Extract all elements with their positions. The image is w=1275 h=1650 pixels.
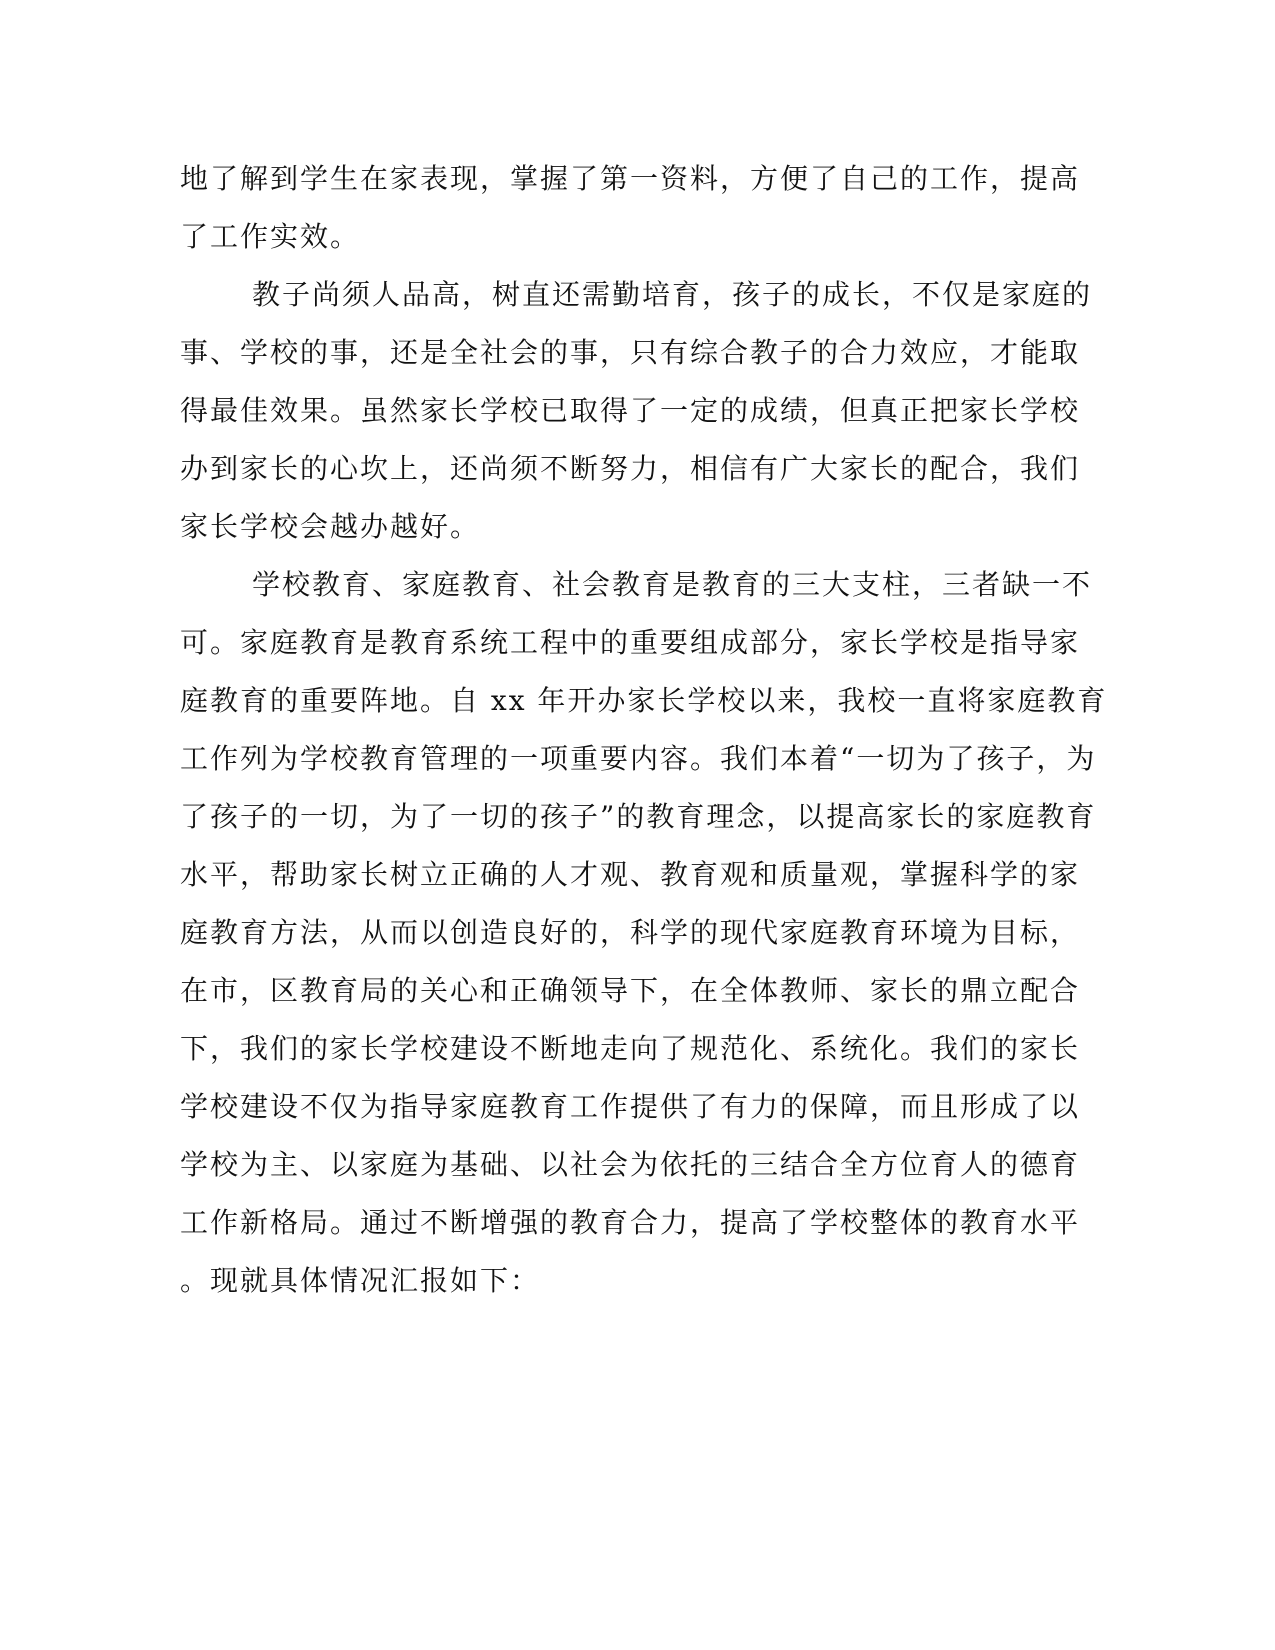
paragraph-3-line-3: 庭教育的重要阵地。自 xx 年开办家长学校以来，我校一直将家庭教育 xyxy=(180,684,1108,717)
paragraph-3-line-12: 工作新格局。通过不断增强的教育合力，提高了学校整体的教育水平 xyxy=(180,1206,1081,1239)
paragraph-1-line-2: 了工作实效。 xyxy=(180,220,361,253)
paragraph-3-line-8: 在市，区教育局的关心和正确领导下，在全体教师、家长的鼎立配合 xyxy=(180,974,1081,1007)
paragraph-2-line-3: 得最佳效果。虽然家长学校已取得了一定的成绩，但真正把家长学校 xyxy=(180,394,1081,427)
paragraph-3-line-7: 庭教育方法，从而以创造良好的，科学的现代家庭教育环境为目标， xyxy=(180,916,1081,949)
paragraph-3-line-2: 可。家庭教育是教育系统工程中的重要组成部分，家长学校是指导家 xyxy=(180,626,1081,659)
paragraph-3-line-6: 水平，帮助家长树立正确的人才观、教育观和质量观，掌握科学的家 xyxy=(180,858,1081,891)
paragraph-3-line-5: 了孩子的一切，为了一切的孩子”的教育理念，以提高家长的家庭教育 xyxy=(180,800,1097,833)
paragraph-2-line-4: 办到家长的心坎上，还尚须不断努力，相信有广大家长的配合，我们 xyxy=(180,452,1081,485)
paragraph-3-line-13: 。现就具体情况汇报如下： xyxy=(180,1264,541,1297)
paragraph-1-line-1: 地了解到学生在家表现，掌握了第一资料，方便了自己的工作，提高 xyxy=(180,162,1081,195)
paragraph-2-line-2: 事、学校的事，还是全社会的事，只有综合教子的合力效应，才能取 xyxy=(180,336,1081,369)
paragraph-2-line-5: 家长学校会越办越好。 xyxy=(180,510,481,543)
paragraph-3-line-10: 学校建设不仅为指导家庭教育工作提供了有力的保障，而且形成了以 xyxy=(180,1090,1081,1123)
paragraph-3-line-4: 工作列为学校教育管理的一项重要内容。我们本着“一切为了孩子，为 xyxy=(180,742,1097,775)
paragraph-3-line-9: 下，我们的家长学校建设不断地走向了规范化、系统化。我们的家长 xyxy=(180,1032,1081,1065)
paragraph-2-line-1: 教子尚须人品高，树直还需勤培育，孩子的成长，不仅是家庭的 xyxy=(252,278,1093,311)
paragraph-3-line-1: 学校教育、家庭教育、社会教育是教育的三大支柱，三者缺一不 xyxy=(252,568,1093,601)
paragraph-3-line-11: 学校为主、以家庭为基础、以社会为依托的三结合全方位育人的德育 xyxy=(180,1148,1081,1181)
